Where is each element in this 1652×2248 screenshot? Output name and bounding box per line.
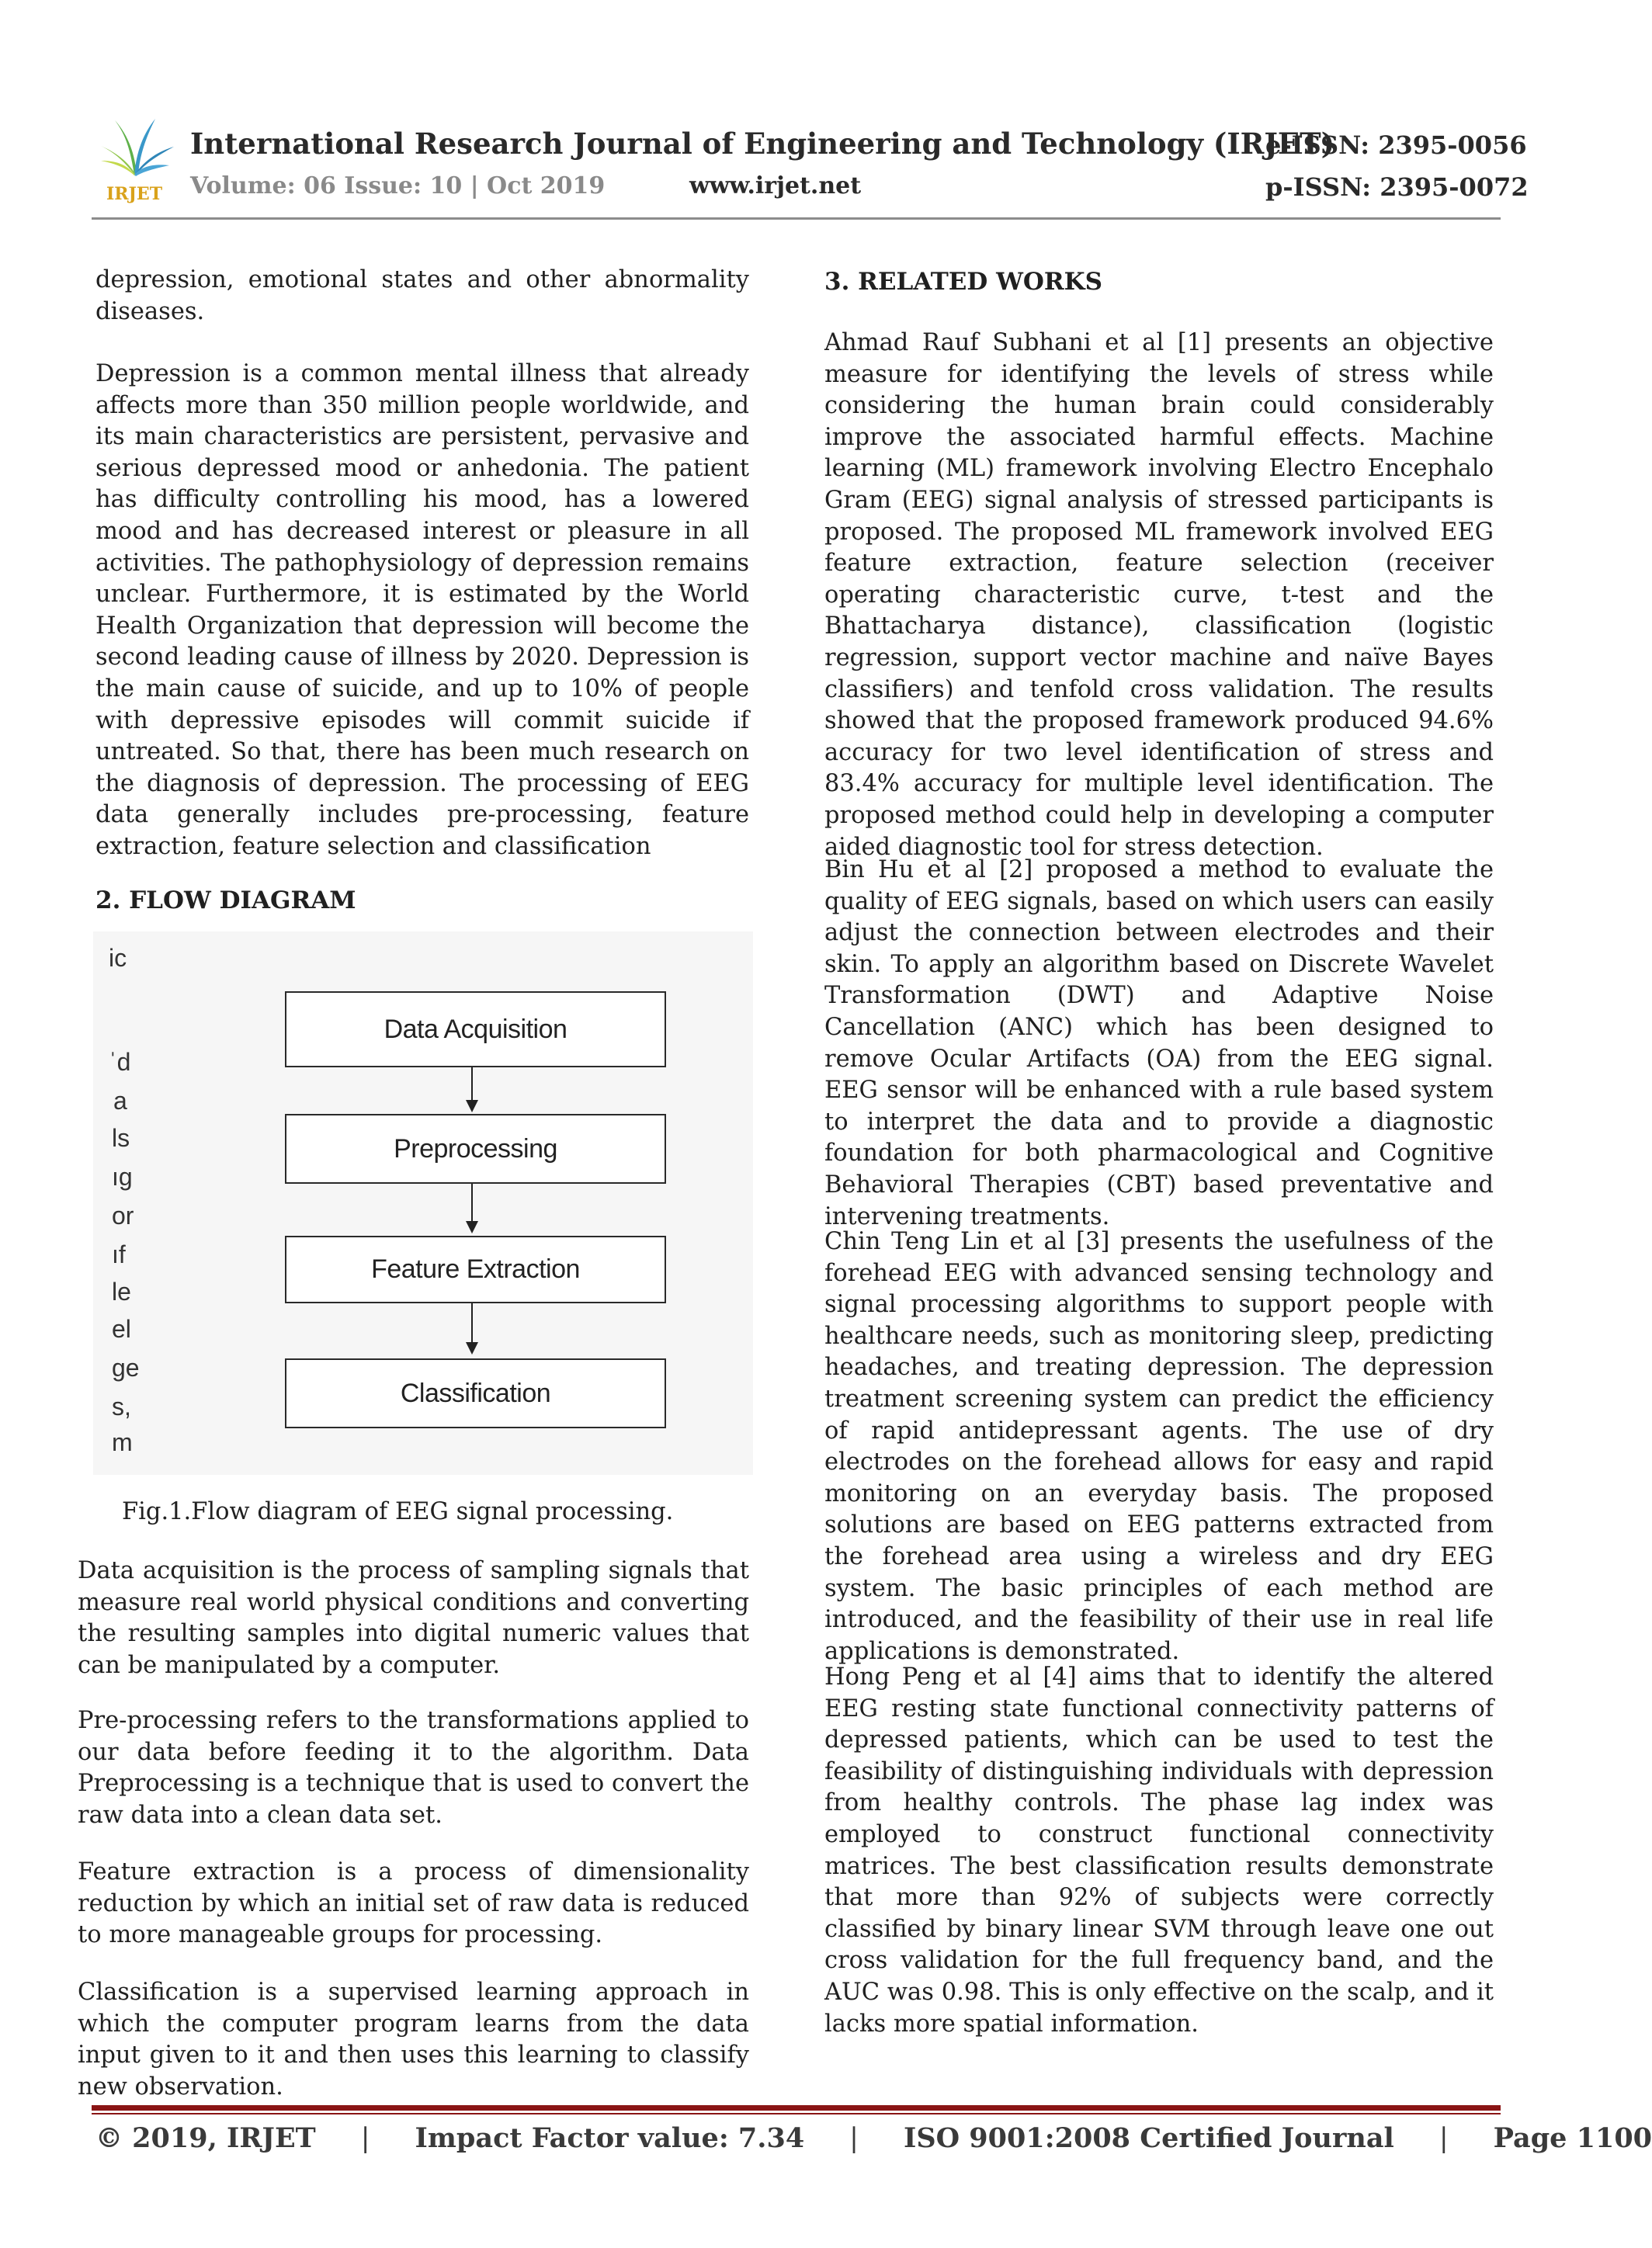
figure-text-fragment: or: [112, 1202, 134, 1230]
journal-logo: [92, 113, 177, 206]
journal-title: International Research Journal of Engineering and Technology (IRJET): [190, 127, 1335, 161]
arrow-down-icon: [466, 1221, 478, 1233]
related-work-1: Ahmad Rauf Subhani et al [1] presents an objective measure for identifying the levels of stress while considering the human brain could considerably improve the associated harmful effects. Machine learning (ML) framework involving Electro Encephalo Gram (EEG) signal analysis of stressed participants is proposed. The proposed ML framework involved EEG feature extraction, feature selection (receiver operating characteristic curve, t-test and the Bhattacharya distance), classification (logistic regression, support vector machine and naïve Bayes classifiers) and tenfold cross validation. The results showed that the proposed framework produced 94.6% accuracy for two level identification of stress and 83.4% accuracy for multiple level identification. The proposed method could help in developing a computer aided diagnostic tool for stress detection.: [824, 329, 1494, 861]
figure-text-fragment: ıg: [112, 1163, 133, 1191]
section-2-heading: 2. FLOW DIAGRAM: [95, 886, 356, 914]
page-footer: [95, 2122, 1652, 2154]
left-para-1: depression, emotional states and other abnormality diseases.: [95, 266, 749, 325]
figure-text-fragment: ˈd: [109, 1048, 131, 1076]
para-feature-extraction: Feature extraction is a process of dimensionality reduction by which an initial set of raw data is reduced to more manageable groups for processing.: [78, 1858, 749, 1949]
arrow-down-icon: [466, 1342, 478, 1355]
flow-arrow: [471, 1067, 473, 1101]
para-data-acquisition: Data acquisition is the process of sampling signals that measure real world physical conditions and converting the resulting samples into digital numeric values that can be manipulated by a computer.: [78, 1557, 749, 1679]
p-issn: p-ISSN: 2395-0072: [1265, 172, 1529, 202]
figure-text-fragment: s,: [112, 1393, 131, 1421]
figure-text-fragment: ge: [112, 1354, 140, 1382]
volume-issue: Volume: 06 Issue: 10 | Oct 2019: [190, 172, 606, 199]
flow-diagram-figure: [93, 931, 753, 1475]
figure-caption: Fig.1.Flow diagram of EEG signal processing.: [122, 1498, 674, 1525]
figure-text-fragment: ic: [109, 944, 127, 972]
para-preprocessing: Pre-processing refers to the transformations applied to our data before feeding it to the algorithm. Data Preprocessing is a technique that is used to convert the raw data into a clean data set.: [78, 1707, 749, 1829]
section-3-heading: 3. RELATED WORKS: [824, 268, 1102, 296]
related-work-2: Bin Hu et al [2] proposed a method to evaluate the quality of EEG signals, based on which users can easily adjust the connection between electrodes and their skin. To apply an algorithm based on Discrete Wavelet Transformation (DWT) and Adaptive Noise Cancellation (ANC) which has been designed to remove Ocular Artifacts (OA) from the EEG signal. EEG sensor will be enhanced with a rule based system to interpret the data and to provide a diagnostic foundation for both pharmacological and Cognitive Behavioral Therapies (CBT) based preventative and intervening treatments.: [824, 856, 1494, 1230]
figure-text-fragment: ls: [112, 1124, 130, 1152]
footer-divider: [92, 2105, 1501, 2111]
logo-text: IRJET: [106, 184, 163, 204]
flow-arrow: [471, 1184, 473, 1223]
flow-arrow: [471, 1303, 473, 1344]
figure-text-fragment: le: [112, 1278, 131, 1306]
related-work-3: Chin Teng Lin et al [3] presents the usefulness of the forehead EEG with advanced sensing technology and signal processing algorithms to support people with healthcare needs, such as monitoring sleep, predicting headaches, and treating depression. The depression treatment screening system can predict the efficiency of rapid antidepressant agents. The use of dry electrodes on the forehead allows for easy and rapid monitoring on an everyday basis. The proposed solutions are based on EEG patterns extracted from the forehead area using a wireless and dry EEG system. The basic principles of each method are introduced, and the feasibility of their use in real life applications is demonstrated.: [824, 1228, 1494, 1665]
flow-step-feature-extraction: Feature Extraction: [285, 1236, 666, 1303]
flow-step-data-acquisition: Data Acquisition: [285, 991, 666, 1067]
journal-website-link[interactable]: www.irjet.net: [689, 172, 862, 199]
header-divider: [92, 217, 1501, 220]
figure-text-fragment: ıf: [112, 1240, 126, 1268]
footer-iso: ISO 9001:2008 Certified Journal: [903, 2122, 1394, 2154]
flow-step-classification: Classification: [285, 1358, 666, 1428]
para-classification: Classification is a supervised learning approach in which the computer program learns from the data input given to it and then uses this learning to classify new observation.: [78, 1979, 749, 2101]
footer-page-number: Page 1100: [1493, 2122, 1652, 2154]
footer-separator: |: [360, 2123, 370, 2154]
footer-divider-thin: [92, 2113, 1501, 2114]
e-issn: e-ISSN: 2395-0056: [1265, 130, 1527, 160]
footer-impact-factor: Impact Factor value: 7.34: [415, 2122, 805, 2154]
flow-step-preprocessing: Preprocessing: [285, 1114, 666, 1184]
footer-copyright: © 2019, IRJET: [95, 2122, 316, 2154]
related-work-4: Hong Peng et al [4] aims that to identify the altered EEG resting state functional connectivity patterns of depressed patients, which can be used to test the feasibility of distinguishing individuals with depression from healthy controls. The phase lag index was employed to construct functional connectivity matrices. The best classification results demonstrate that more than 92% of subjects were correctly classified by binary linear SVM through leave one out cross validation for the full frequency band, and the AUC was 0.98. This is only effective on the scalp, and it lacks more spatial information.: [824, 1663, 1494, 2038]
left-para-depression: Depression is a common mental illness that already affects more than 350 million people worldwide, and its main characteristics are persistent, pervasive and serious depressed mood or anhedonia. The patient has difficulty controlling his mood, has a lowered mood and has decreased interest or pleasure in all activities. The pathophysiology of depression remains unclear. Furthermore, it is estimated by the World Health Organization that depression will become the second leading cause of illness by 2020. Depression is the main cause of suicide, and up to 10% of people with depressive episodes will commit suicide if untreated. So that, there has been much research on the diagnosis of depression. The processing of EEG data generally includes pre-processing, feature extraction, feature selection and classification: [95, 360, 749, 860]
logo-leaves-icon: [95, 119, 174, 176]
figure-text-fragment: el: [112, 1315, 131, 1343]
figure-text-fragment: a: [113, 1087, 127, 1115]
figure-text-fragment: m: [112, 1428, 133, 1456]
footer-separator: |: [1439, 2123, 1449, 2154]
arrow-down-icon: [466, 1100, 478, 1112]
footer-separator: |: [849, 2123, 859, 2154]
